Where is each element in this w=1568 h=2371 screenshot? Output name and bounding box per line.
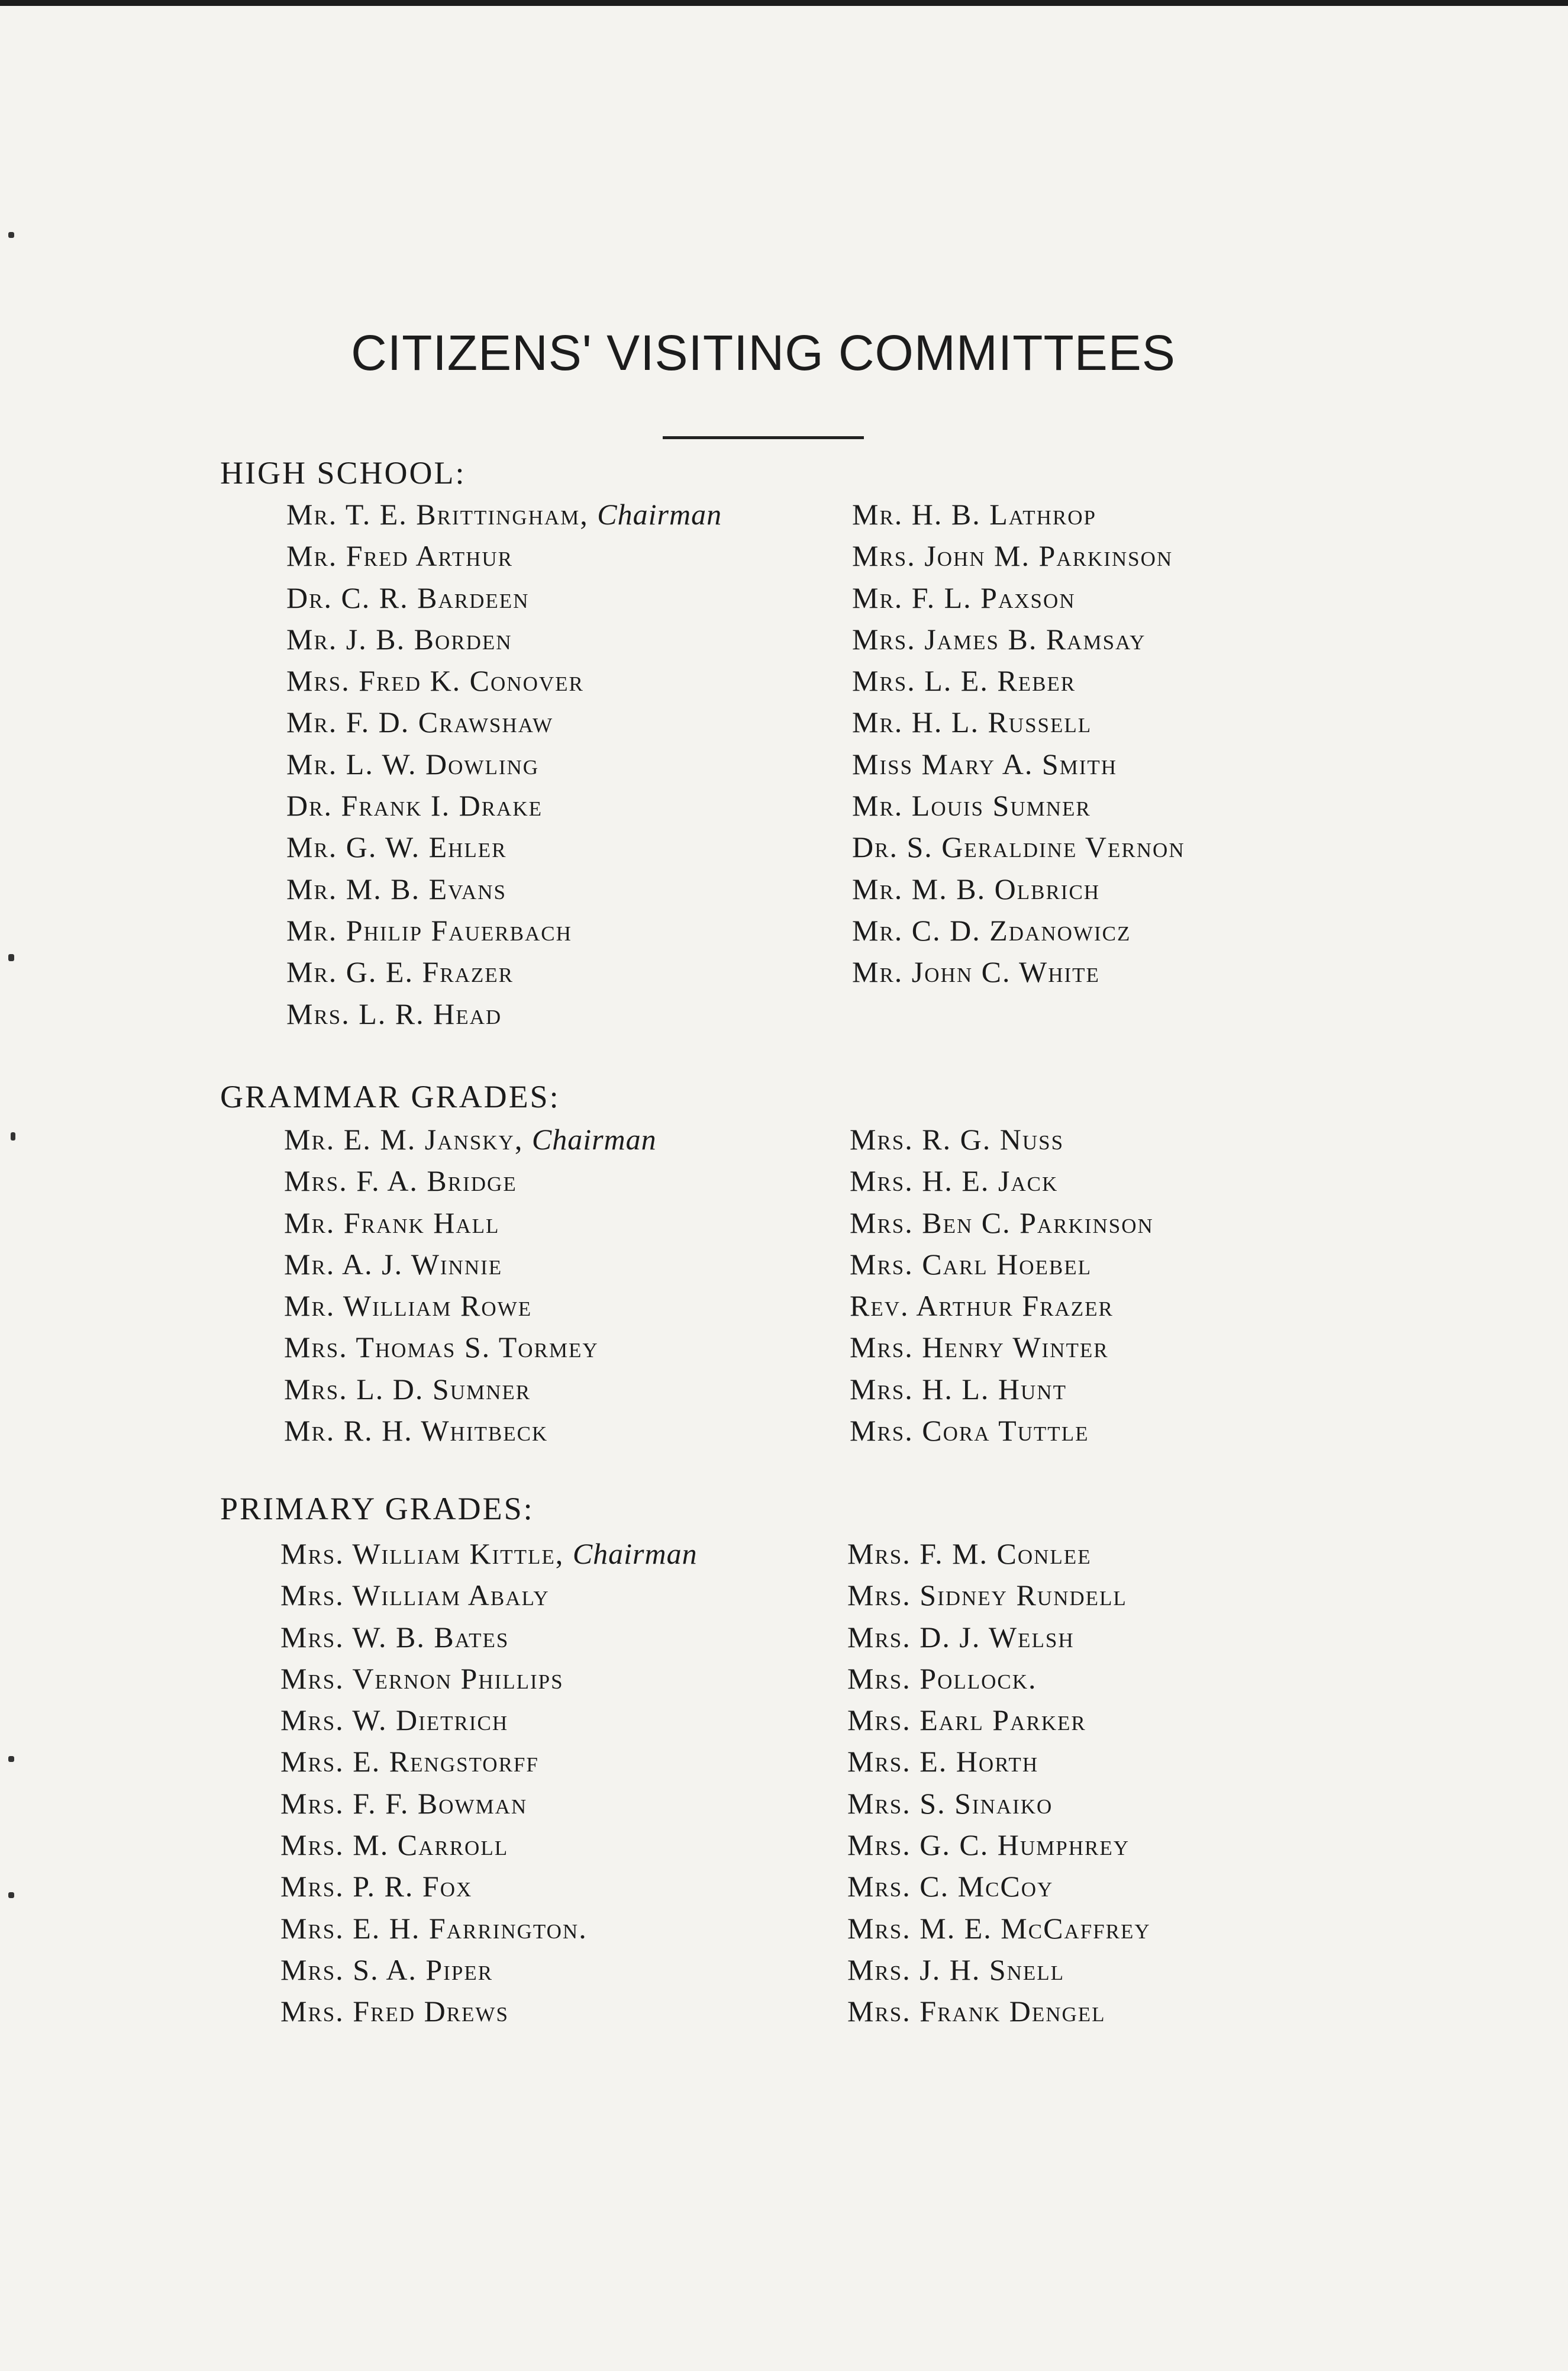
- member-name: Mrs. Pollock.: [847, 1661, 1037, 1695]
- member-name: Mrs. Fred Drews: [280, 1995, 509, 2028]
- member-name: Mrs. P. R. Fox: [280, 1870, 473, 1903]
- member-name: Mr. Philip Fauerbach: [286, 913, 572, 947]
- member-column-right: [850, 1119, 1154, 1451]
- member-name: Mr. Louis Sumner: [852, 789, 1091, 823]
- member-name: Mrs. W. B. Bates: [280, 1620, 509, 1654]
- member-column-right: [852, 494, 1185, 993]
- margin-speck: [8, 1756, 14, 1762]
- margin-speck: [11, 1132, 15, 1141]
- member-name: Mrs. M. E. McCaffrey: [847, 1911, 1151, 1945]
- member-name: Mr. Frank Hall: [284, 1206, 500, 1239]
- member-name: Mr. R. H. Whitbeck: [284, 1414, 549, 1448]
- chairman-role: Chairman: [531, 1123, 657, 1156]
- member-name: Mrs. John M. Parkinson: [852, 539, 1173, 573]
- margin-speck: [8, 1892, 14, 1898]
- top-border-rule: [0, 0, 1568, 6]
- member-name: Mr. John C. White: [852, 955, 1100, 989]
- member-name: Mr. A. J. Winnie: [284, 1247, 503, 1281]
- member-column-right: [847, 1533, 1151, 2032]
- title-underline-rule: [663, 436, 864, 439]
- member-name: Mr. F. D. Crawshaw: [286, 705, 554, 739]
- member-column-left: [284, 1119, 657, 1451]
- member-name: Mrs. D. J. Welsh: [847, 1620, 1075, 1654]
- member-name: Mrs. Frank Dengel: [847, 1995, 1106, 2028]
- member-name: Dr. S. Geraldine Vernon: [852, 830, 1185, 864]
- member-name: [286, 494, 722, 535]
- member-name: Mrs. M. Carroll: [280, 1828, 509, 1862]
- member-name: Mr. H. L. Russell: [852, 705, 1092, 739]
- member-name: Mrs. Fred K. Conover: [286, 664, 584, 698]
- member-name: Mr. J. B. Borden: [286, 622, 512, 656]
- member-name: Mrs. Sidney Rundell: [847, 1578, 1127, 1612]
- member-name: Mr. L. W. Dowling: [286, 747, 540, 781]
- member-name: Mrs. H. L. Hunt: [850, 1372, 1067, 1406]
- member-name: Mrs. E. Horth: [847, 1745, 1039, 1779]
- member-column-left: [286, 494, 722, 1035]
- member-name: Mrs. James B. Ramsay: [852, 622, 1146, 656]
- member-name: Mrs. Vernon Phillips: [280, 1661, 564, 1695]
- member-name: Mrs. J. H. Snell: [847, 1953, 1065, 1986]
- member-name: Mrs. F. M. Conlee: [847, 1537, 1092, 1570]
- member-name: Miss Mary A. Smith: [852, 747, 1118, 781]
- member-name: Mrs. F. F. Bowman: [280, 1786, 528, 1820]
- member-name: Mr. G. W. Ehler: [286, 830, 507, 864]
- section-heading: GRAMMAR GRADES:: [220, 1079, 560, 1114]
- margin-speck: [8, 954, 14, 961]
- member-name: Mr. William Rowe: [284, 1289, 533, 1323]
- member-name: Mr. M. B. Evans: [286, 872, 506, 906]
- member-name: Mr. G. E. Frazer: [286, 955, 514, 989]
- member-name-text: Mr. E. M. Jansky,: [284, 1123, 524, 1156]
- member-name-text: Mr. T. E. Brittingham,: [286, 498, 589, 531]
- member-name: Mrs. R. G. Nuss: [850, 1123, 1064, 1156]
- member-name: Mrs. F. A. Bridge: [284, 1164, 517, 1198]
- member-name: Mrs. Cora Tuttle: [850, 1414, 1089, 1448]
- chairman-role: Chairman: [572, 1537, 698, 1570]
- member-name: Rev. Arthur Frazer: [850, 1289, 1114, 1323]
- member-name: Mrs. W. Dietrich: [280, 1703, 509, 1737]
- member-name: Mrs. Carl Hoebel: [850, 1247, 1092, 1281]
- member-name-text: Mrs. William Kittle,: [280, 1537, 564, 1570]
- member-name: Mrs. Earl Parker: [847, 1703, 1086, 1737]
- member-name: Mrs. E. H. Farrington.: [280, 1911, 588, 1945]
- member-name: Dr. C. R. Bardeen: [286, 581, 530, 614]
- member-name: Mr. H. B. Lathrop: [852, 498, 1096, 531]
- member-name: Mrs. H. E. Jack: [850, 1164, 1059, 1198]
- member-name: Mrs. C. McCoy: [847, 1870, 1054, 1903]
- member-name: Mrs. L. R. Head: [286, 997, 502, 1030]
- member-column-left: [280, 1533, 698, 2032]
- section-heading: PRIMARY GRADES:: [220, 1491, 534, 1526]
- member-name: Mr. M. B. Olbrich: [852, 872, 1101, 906]
- member-name: Mr. Fred Arthur: [286, 539, 513, 573]
- member-name: Mrs. Henry Winter: [850, 1331, 1109, 1364]
- member-name: Mrs. L. D. Sumner: [284, 1372, 531, 1406]
- margin-speck: [8, 232, 14, 238]
- section-heading: HIGH SCHOOL:: [220, 455, 466, 491]
- chairman-role: Chairman: [597, 498, 722, 531]
- page-title: CITIZENS' VISITING COMMITTEES: [351, 325, 1176, 381]
- member-name: Mr. F. L. Paxson: [852, 581, 1076, 614]
- member-name: Mrs. S. A. Piper: [280, 1953, 493, 1986]
- member-name: Mrs. E. Rengstorff: [280, 1745, 539, 1779]
- member-name: Mrs. Thomas S. Tormey: [284, 1331, 599, 1364]
- member-name: Mrs. L. E. Reber: [852, 664, 1076, 698]
- member-name: [284, 1119, 657, 1160]
- member-name: Mrs. William Abaly: [280, 1578, 550, 1612]
- member-name: Mrs. S. Sinaiko: [847, 1786, 1053, 1820]
- member-name: [280, 1533, 698, 1574]
- member-name: Dr. Frank I. Drake: [286, 789, 543, 823]
- member-name: Mrs. Ben C. Parkinson: [850, 1206, 1154, 1239]
- member-name: Mr. C. D. Zdanowicz: [852, 913, 1131, 947]
- member-name: Mrs. G. C. Humphrey: [847, 1828, 1130, 1862]
